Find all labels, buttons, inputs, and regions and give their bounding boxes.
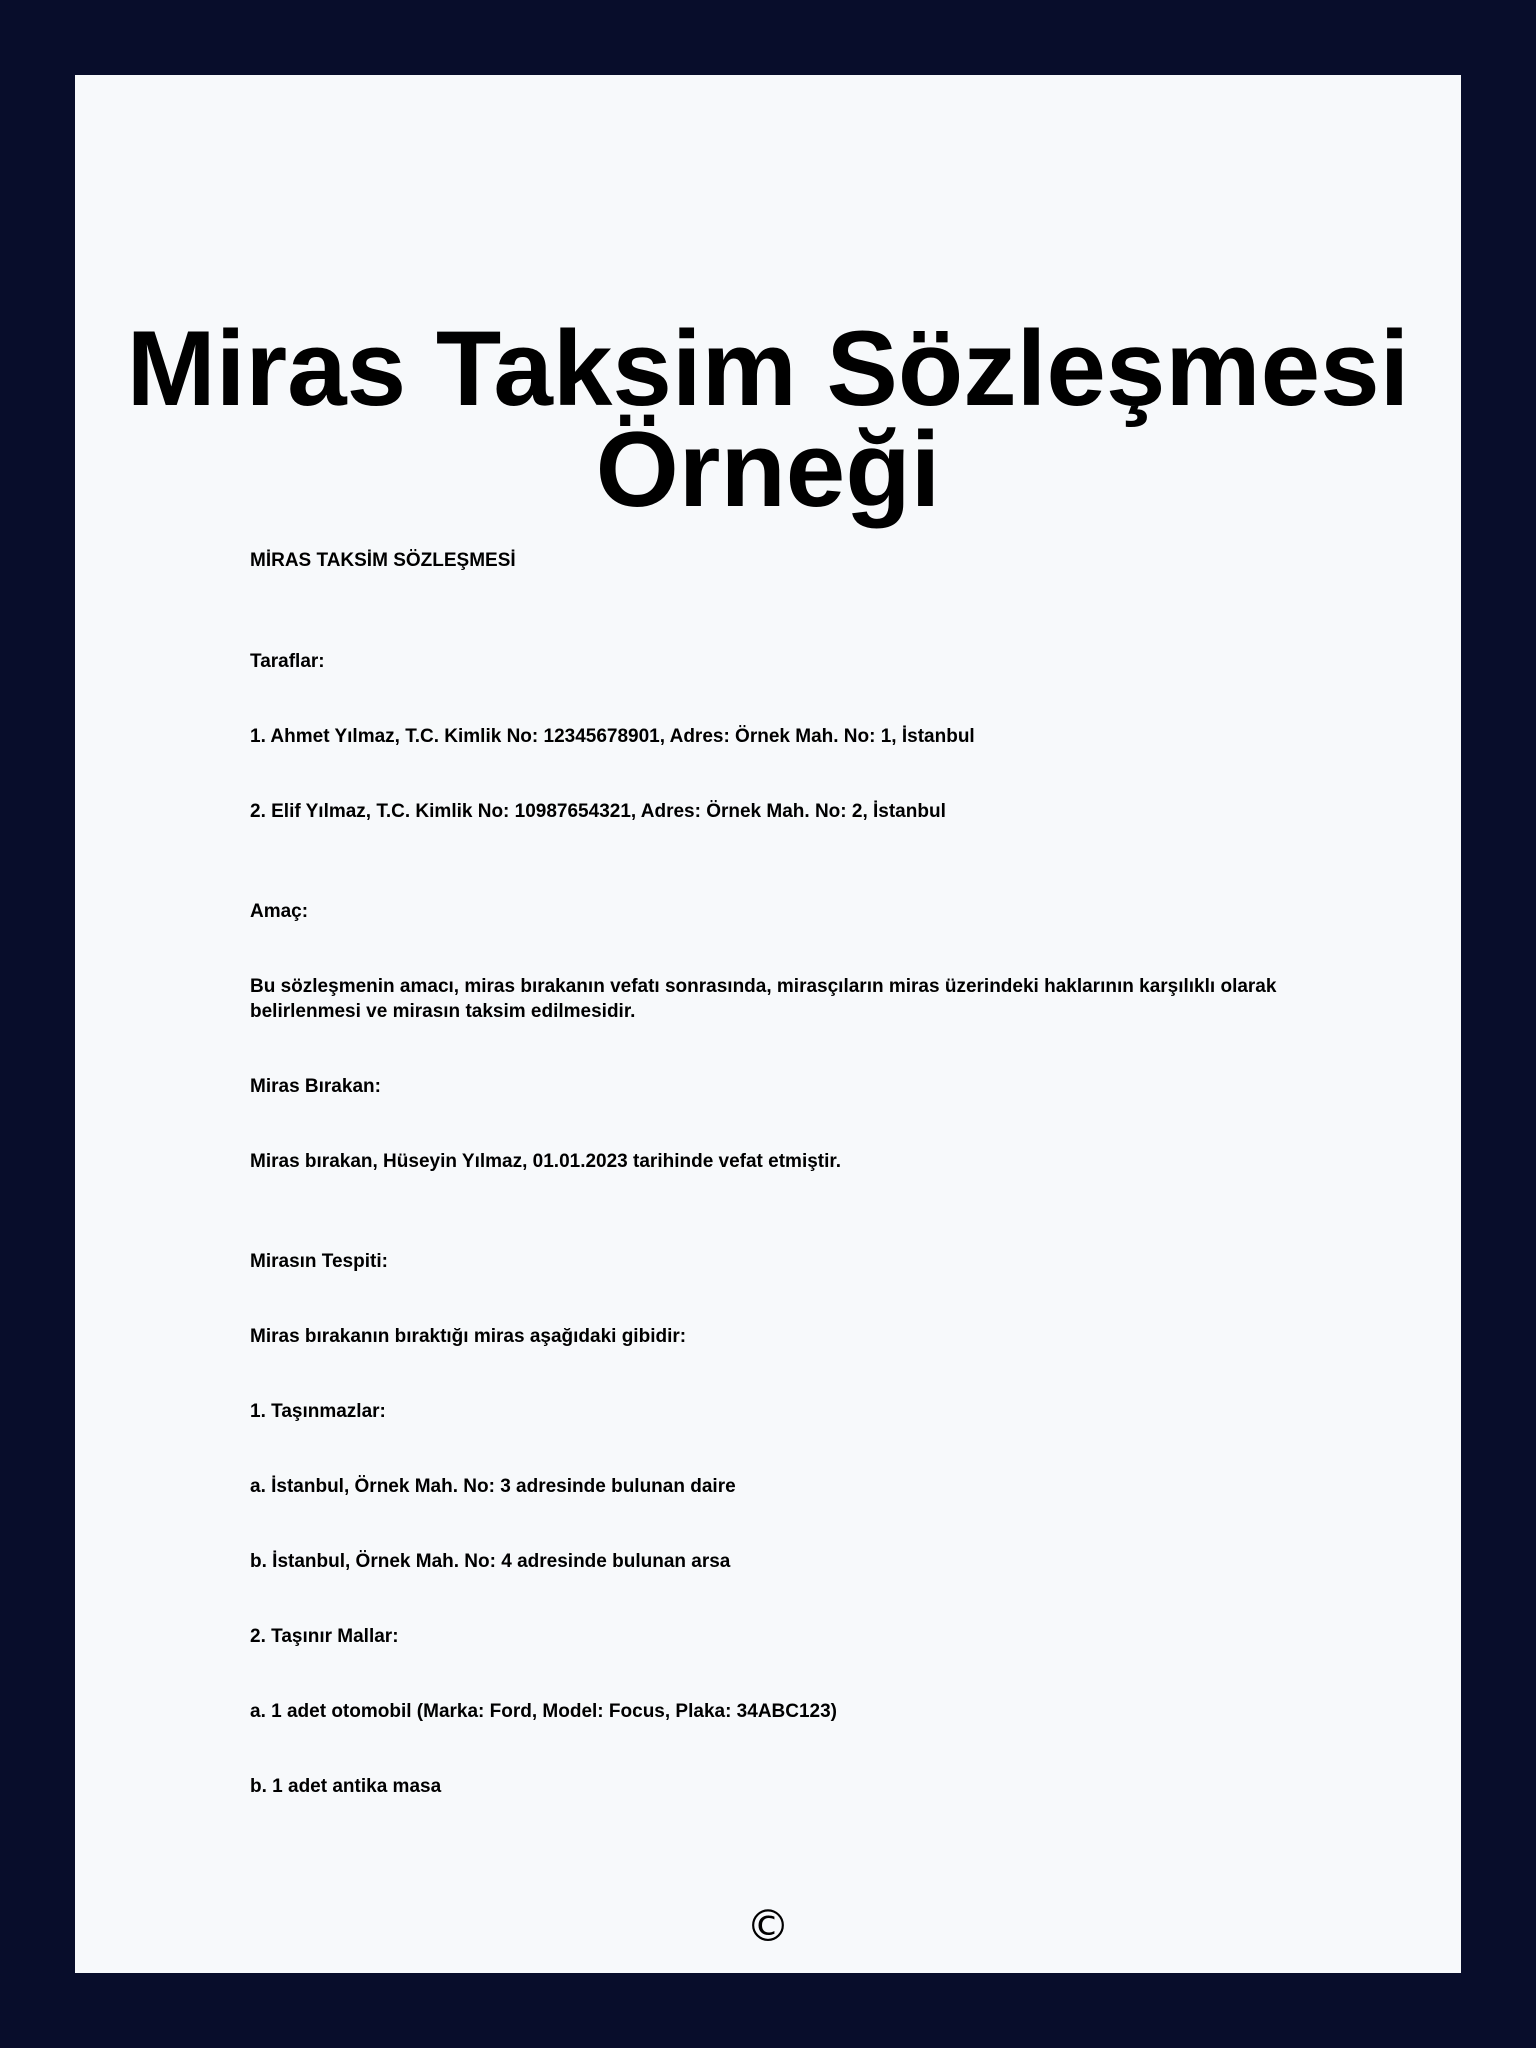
real-estate-item-b: b. İstanbul, Örnek Mah. No: 4 adresinde bulunan arsa — [250, 1551, 731, 1572]
deceased-label: Miras Bırakan: — [250, 1076, 381, 1097]
purpose-text: Bu sözleşmenin amacı, miras bırakanın vefatı sonrasında, mirasçıların miras üzerindeki haklarının karşılıklı olarak belirlenmesi ve mirasın taksim edilmesidir. — [250, 976, 1277, 1022]
real-estate-item-a: a. İstanbul, Örnek Mah. No: 3 adresinde bulunan daire — [250, 1476, 736, 1497]
page-title: Miras Taksim Sözleşmesi Örneği — [126, 308, 1410, 529]
purpose-label: Amaç: — [250, 901, 309, 922]
parties-label: Taraflar: — [250, 651, 325, 672]
estate-intro: Miras bırakanın bıraktığı miras aşağıdaki gibidir: — [250, 1326, 687, 1347]
deceased-text: Miras bırakan, Hüseyin Yılmaz, 01.01.2023 tarihinde vefat etmiştir. — [250, 1151, 842, 1172]
party-2: 2. Elif Yılmaz, T.C. Kimlik No: 10987654321, Adres: Örnek Mah. No: 2, İstanbul — [250, 801, 946, 822]
real-estate-label: 1. Taşınmazlar: — [250, 1401, 386, 1422]
document-page — [75, 75, 1461, 1973]
party-1: 1. Ahmet Yılmaz, T.C. Kimlik No: 12345678901, Adres: Örnek Mah. No: 1, İstanbul — [250, 726, 975, 747]
copyright-icon: © — [746, 1901, 790, 1952]
estate-label: Mirasın Tespiti: — [250, 1251, 388, 1272]
document-heading: MİRAS TAKSİM SÖZLEŞMESİ — [250, 550, 516, 571]
movables-item-a: a. 1 adet otomobil (Marka: Ford, Model: Focus, Plaka: 34ABC123) — [250, 1701, 838, 1722]
movables-label: 2. Taşınır Mallar: — [250, 1626, 399, 1647]
movables-item-b: b. 1 adet antika masa — [250, 1776, 442, 1797]
